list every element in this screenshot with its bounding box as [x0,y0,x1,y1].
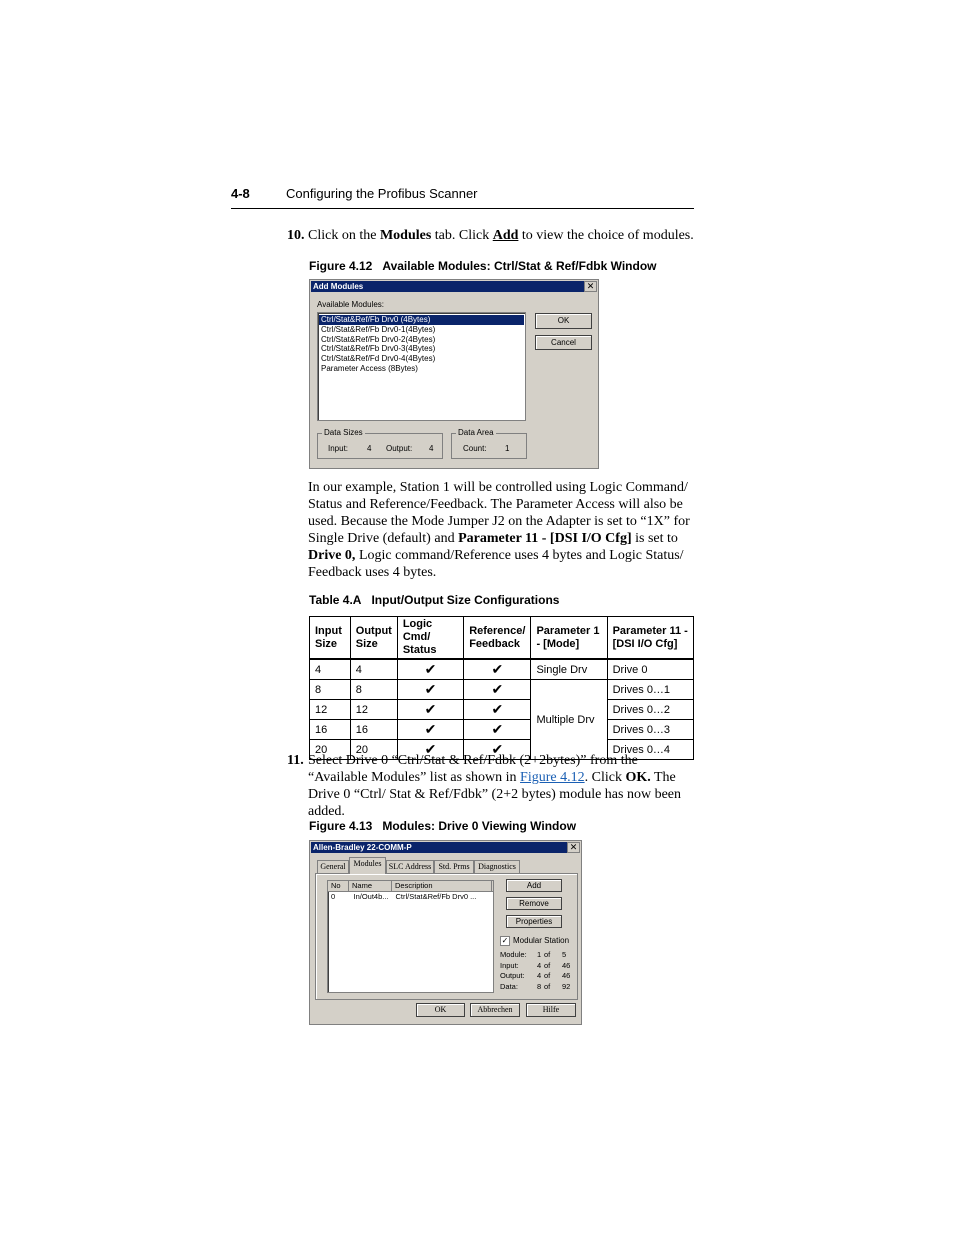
remove-button[interactable]: Remove [506,897,562,910]
add-word: Add [492,228,519,243]
chapter-title: Configuring the Profibus Scanner [286,186,478,201]
stats-block [500,950,575,992]
list-item[interactable]: Ctrl/Stat&Ref/Fb Drv0-2(4Bytes) [321,334,436,344]
step-text: tab. Click [431,228,493,243]
stat-of: of [544,950,551,959]
col-no[interactable]: No [328,881,349,891]
output-cell: 8 [350,680,397,700]
cfg-cell: Drives 0…3 [607,720,693,740]
page-number: 4-8 [231,186,250,201]
modular-station-label: Modular Station [513,936,570,945]
ok-button[interactable]: OK [535,313,592,329]
cfg-cell: Drives 0…2 [607,700,693,720]
ok-word: OK. [625,770,651,785]
check-icon: ✔ [464,720,531,740]
step-10 [287,227,707,244]
stat-row [500,961,575,972]
stat-label: Module: [500,950,527,959]
step-text: Click on the [308,228,380,243]
col-output-size: Output Size [350,617,397,660]
row-description: Ctrl/Stat&Ref/Fb Drv0 ... [395,892,477,901]
tab-modules[interactable]: Modules [349,857,386,874]
add-button[interactable]: Add [506,879,562,892]
check-icon: ✔ [397,720,463,740]
stat-row [500,971,575,982]
col-description[interactable]: Description [392,881,492,891]
check-icon: ✔ [397,680,463,700]
io-size-table [309,616,694,760]
drive-0-ref: Drive 0, [308,548,356,563]
check-icon: ✔ [397,700,463,720]
parameter-11-ref: Parameter 11 - [DSI I/O Cfg] [458,531,632,546]
count-label: Count: [463,444,487,453]
dialog-title: Allen-Bradley 22-COMM-P [313,843,412,852]
tab-slc-address[interactable]: SLC Address [386,860,434,873]
data-area-group [451,428,527,459]
tab-std-prms[interactable]: Std. Prms [434,860,474,873]
stat-value: 4 [537,971,542,980]
stat-row [500,950,575,961]
col-parameter-1: Parameter 1 - [Mode] [531,617,607,660]
list-item[interactable]: Ctrl/Stat&Ref/Fb Drv0-3(4Bytes) [321,344,436,354]
paragraph-text: is set to [631,531,678,546]
hilfe-button[interactable]: Hilfe [526,1003,576,1017]
figure-4-12-link[interactable]: Figure 4.12 [520,770,585,785]
dialog-title: Add Modules [313,282,364,291]
close-icon[interactable]: ✕ [567,842,580,853]
input-cell: 12 [310,700,351,720]
output-cell: 16 [350,720,397,740]
table-row [310,700,694,720]
tab-diagnostics[interactable]: Diagnostics [474,860,520,873]
table-title: Input/Output Size Configurations [371,593,560,607]
example-paragraph [308,479,694,581]
row-no: 0 [331,892,336,901]
step-number: 11. [287,753,304,768]
stat-total: 5 [562,950,567,959]
table-row [310,659,694,680]
check-icon: ✔ [464,680,531,700]
check-icon: ✔ [397,740,463,760]
output-cell: 4 [350,659,397,680]
figure-13-caption [309,819,576,833]
input-cell: 16 [310,720,351,740]
cfg-cell: Drives 0…1 [607,680,693,700]
output-cell: 20 [350,740,397,760]
stat-value: 4 [537,960,542,970]
tab-panel [315,873,578,1000]
figure-label: Figure 4.13 [309,819,373,833]
stat-label: Input: [500,960,519,970]
output-cell: 12 [350,700,397,720]
count-value: 1 [505,444,510,453]
check-icon: ✔ [397,659,463,680]
close-icon[interactable]: ✕ [584,281,597,292]
table-caption [309,593,559,607]
stat-row [500,982,575,993]
step-text: to view the choice of modules. [518,228,694,243]
modules-list[interactable] [327,880,494,993]
cancel-button[interactable]: Cancel [535,335,592,350]
list-item[interactable]: Parameter Access (8Bytes) [321,363,418,373]
check-icon: ✔ [464,740,531,760]
available-modules-list[interactable] [317,312,526,421]
modules-word: Modules [379,228,432,243]
page-header [231,186,694,209]
modular-station-checkbox[interactable]: ✓ [501,936,509,945]
paragraph-text: In our example, Station 1 will be controlled using Logic Command/ Status and Reference/Feedback. The Parameter Access will also be used. Because the Mode Jumper J2 on the Adapter is set to “1X” for Single Drive (default) and [308,480,690,546]
step-text: . Click [584,770,626,785]
check-icon: ✔ [464,659,531,680]
step-text: Select Drive 0 “Ctrl/Stat & Ref/Fdbk (2+2bytes)” from the “Available Modules” list as shown in [308,753,638,785]
step-11 [287,752,694,820]
stat-total: 92 [562,981,571,991]
table-label: Table 4.A [309,593,362,607]
check-icon: ✔ [464,700,531,720]
figure-label: Figure 4.12 [309,259,373,273]
stat-of: of [544,981,551,991]
stat-label: Output: [500,971,525,980]
list-header [328,881,493,892]
input-label: Input: [328,444,349,453]
step-text: The Drive 0 “Ctrl/ Stat & Ref/Fdbk” (2+2 bytes) module has now been added. [308,770,681,819]
table-row [310,720,694,740]
row-name: In/Out4b... [353,892,389,901]
col-name[interactable]: Name [349,881,392,891]
figure-title: Modules: Drive 0 Viewing Window [382,819,577,833]
abbrechen-button[interactable]: Abbrechen [470,1003,520,1017]
input-cell: 4 [310,659,351,680]
data-sizes-label: Data Sizes [324,428,363,437]
stat-total: 46 [562,960,571,970]
table-row[interactable] [328,892,493,902]
add-modules-dialog [309,279,599,469]
input-value: 4 [367,444,372,453]
col-input-size: Input Size [310,617,351,660]
stat-of: of [544,971,551,980]
output-label: Output: [386,444,413,453]
mode-cell: Multiple Drv [531,680,607,760]
data-area-label: Data Area [458,428,494,437]
input-cell: 20 [310,740,351,760]
ok-button[interactable]: OK [416,1003,465,1017]
output-value: 4 [429,444,434,453]
paragraph-text: Logic command/Reference uses 4 bytes and Logic Status/ Feedback uses 4 bytes. [308,548,684,580]
list-item[interactable]: Ctrl/Stat&Ref/Fd Drv0-4(4Bytes) [321,354,436,364]
list-item[interactable]: Ctrl/Stat&Ref/Fb Drv0 (4Bytes) [319,315,524,325]
col-logic-cmd: Logic Cmd/ Status [397,617,463,660]
stat-value: 1 [537,950,542,959]
stat-value: 8 [537,981,542,991]
available-modules-label: Available Modules: [317,300,385,309]
figure-title: Available Modules: Ctrl/Stat & Ref/Fdbk Window [382,259,657,273]
stat-label: Data: [500,981,518,991]
cfg-cell: Drive 0 [607,659,693,680]
col-reference: Reference/ Feedback [464,617,531,660]
table-row [310,680,694,700]
figure-12-caption [309,259,657,273]
stat-of: of [544,960,551,970]
tab-general[interactable]: General [317,860,349,873]
list-item[interactable]: Ctrl/Stat&Ref/Fb Drv0-1(4Bytes) [321,324,436,334]
dialog-title-bar [311,281,597,292]
stat-total: 46 [562,971,571,980]
dialog-title-bar [311,842,580,853]
properties-button[interactable]: Properties [506,915,562,928]
table-header-row [310,617,694,660]
data-sizes-group [317,428,443,459]
cfg-cell: Drives 0…4 [607,740,693,760]
mode-cell: Single Drv [531,659,607,680]
input-cell: 8 [310,680,351,700]
step-number: 10. [287,228,305,243]
col-parameter-11: Parameter 11 - [DSI I/O Cfg] [607,617,693,660]
